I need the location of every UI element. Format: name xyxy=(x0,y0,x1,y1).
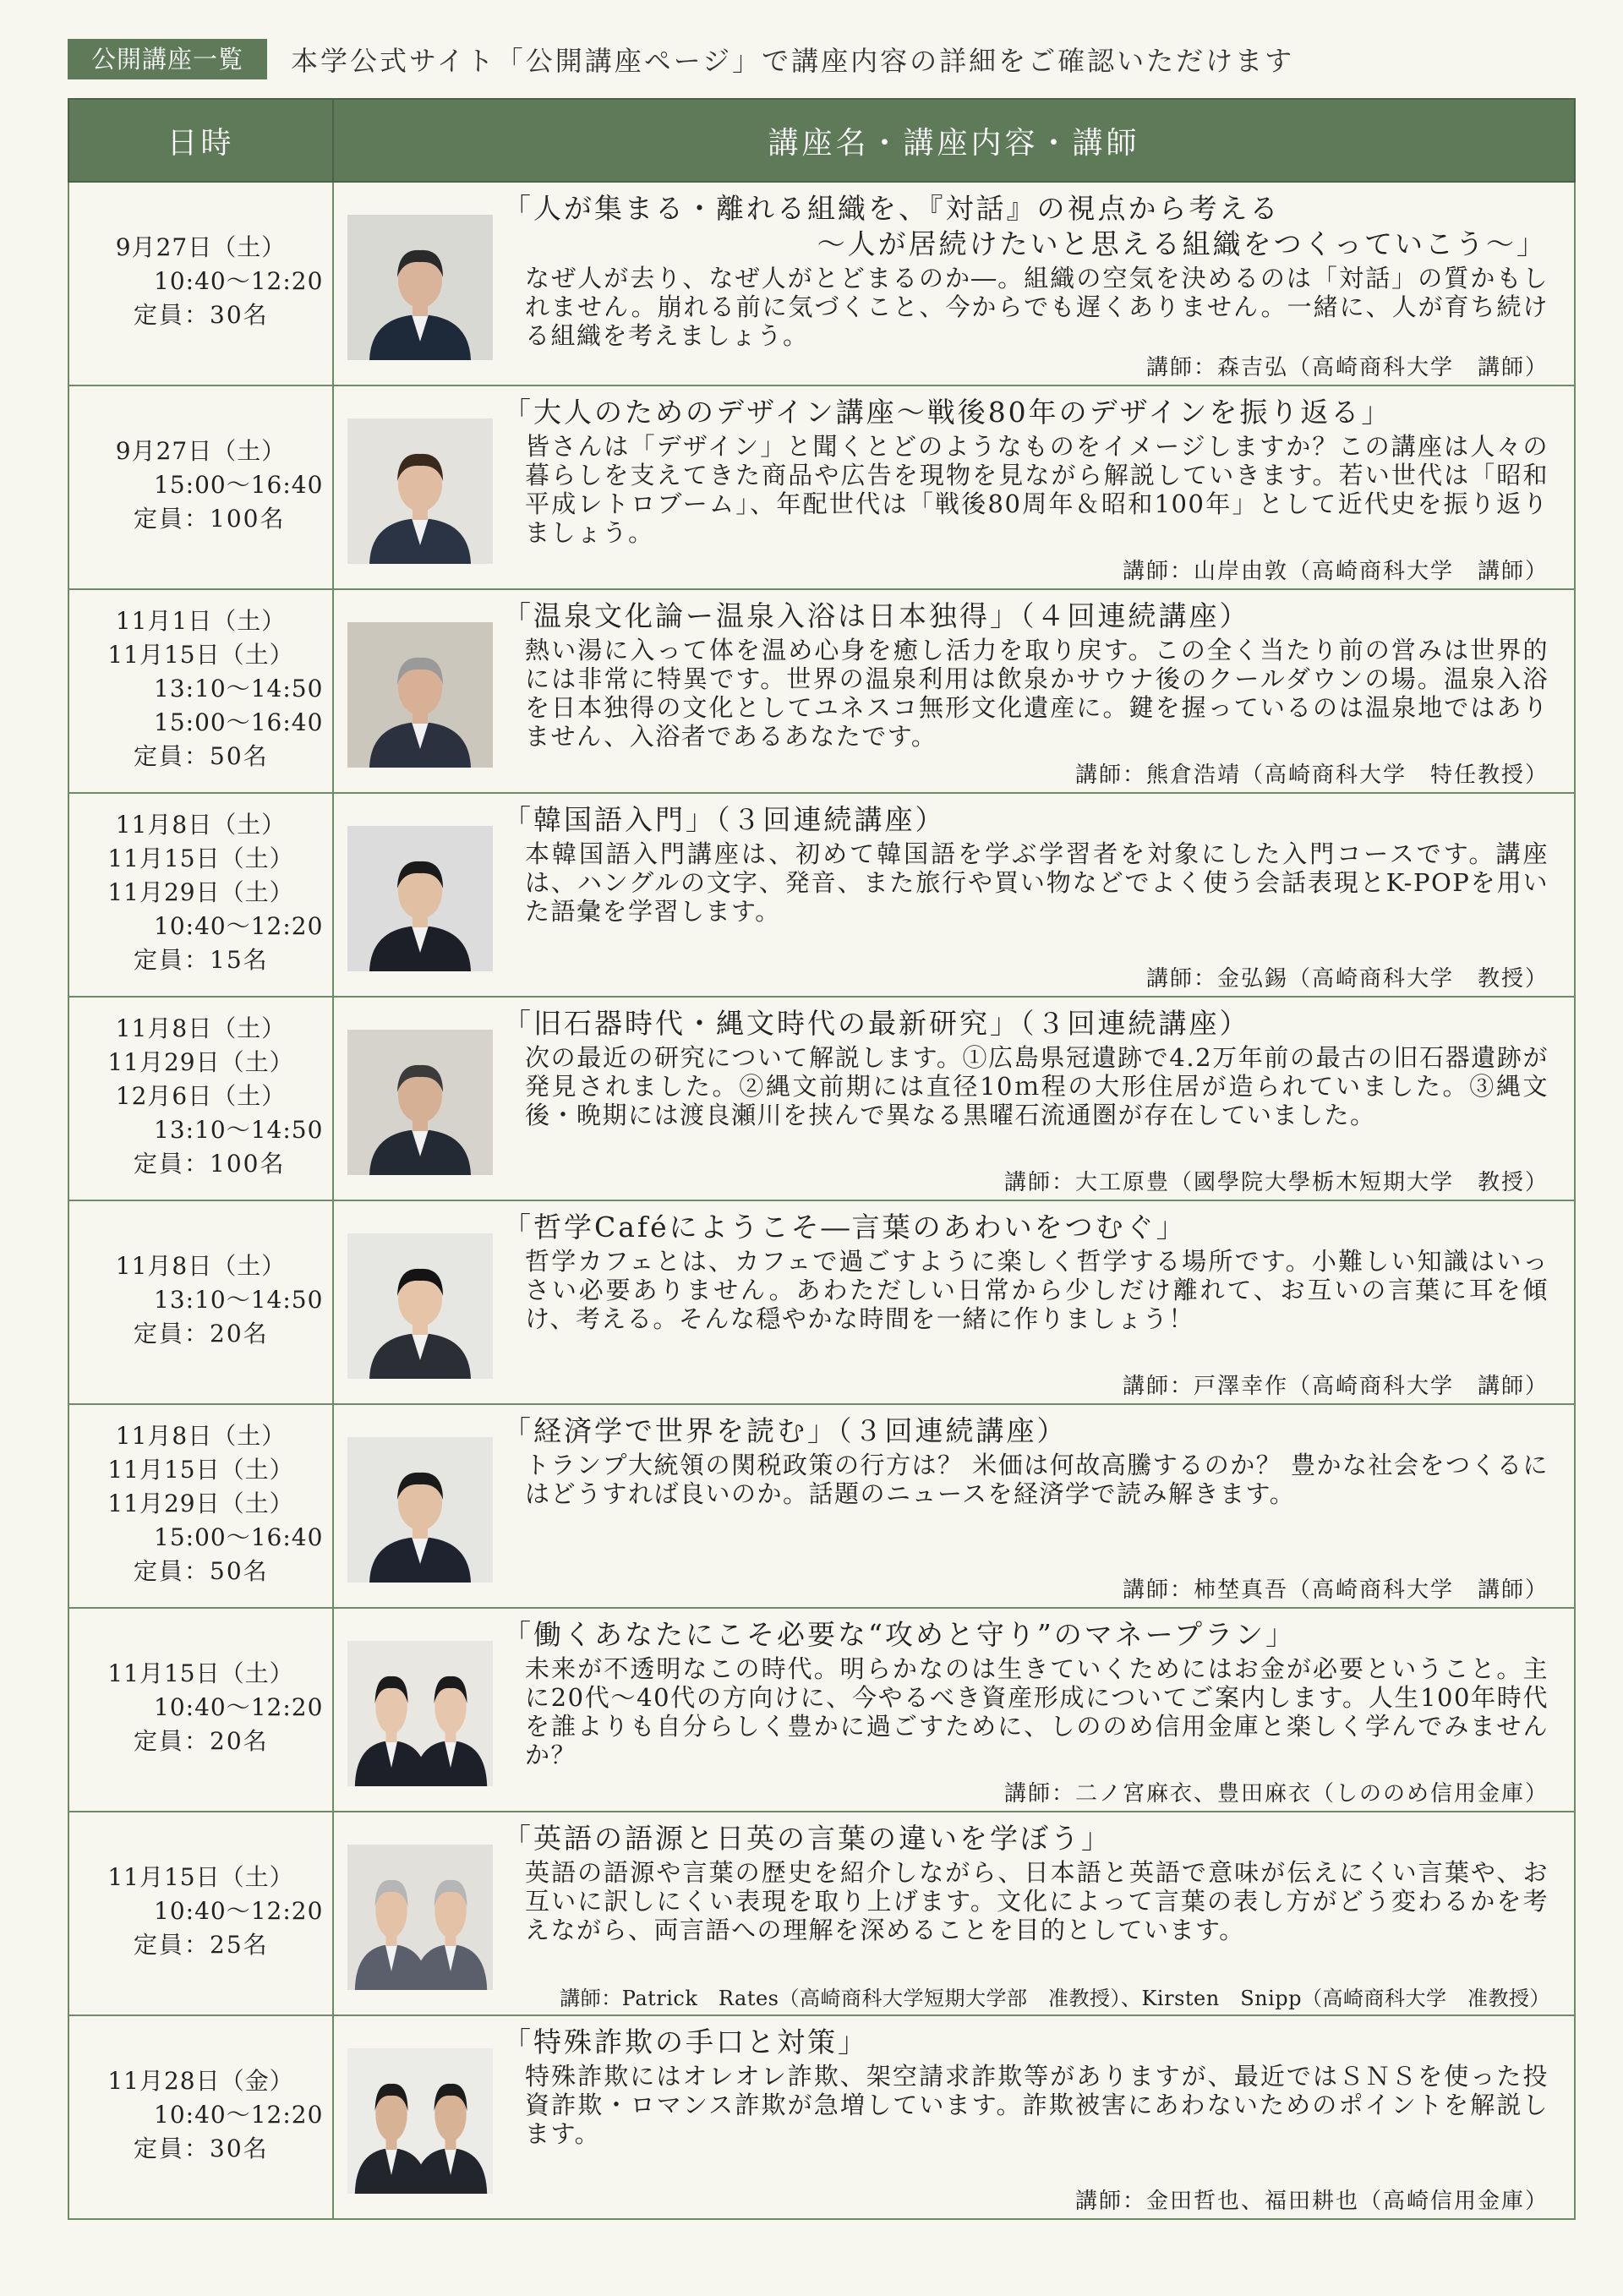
lecturer-photo xyxy=(347,1233,493,1379)
course-table xyxy=(68,98,1576,2220)
course-date: 11月29日（土） xyxy=(107,1489,294,1517)
course-date: 11月15日（土） xyxy=(107,844,294,872)
page-header xyxy=(68,37,1294,81)
course-row xyxy=(68,589,1575,793)
course-schedule xyxy=(68,182,333,385)
course-title xyxy=(503,191,1557,262)
course-time: 15:00〜16:40 xyxy=(154,1522,324,1551)
course-title xyxy=(503,2025,1557,2060)
course-time: 10:40〜12:20 xyxy=(154,266,324,295)
course-lecturer: 講師：森吉弘（高崎商科大学 講師） xyxy=(1145,355,1549,380)
course-capacity: 定員：25名 xyxy=(134,1930,269,1959)
course-lecturer: 講師：柿埜真吾（高崎商科大学 講師） xyxy=(1122,1577,1549,1603)
course-detail xyxy=(333,1812,1575,2015)
course-date: 11月15日（土） xyxy=(107,1862,294,1891)
course-description: 次の最近の研究について解説します。①広島県冠遺跡で4.2万年前の最古の旧石器遺跡が発見されました。②縄文前期には直径10ｍ程の大形住居が造られていました。③縄文後・晩期には渡良瀬川を挟んで異なる黒曜石流通圏が存在していました。 xyxy=(525,1043,1549,1129)
column-header-date: 日時 xyxy=(68,99,333,182)
course-title xyxy=(503,1006,1557,1041)
course-time: 10:40〜12:20 xyxy=(154,911,324,940)
course-title-text: 「経済学で世界を読む」（３回連続講座） xyxy=(503,1414,1068,1447)
section-tag: 公開講座一覧 xyxy=(68,39,267,79)
course-detail xyxy=(333,793,1575,997)
lecturer-photo xyxy=(347,1845,493,1990)
course-time: 10:40〜12:20 xyxy=(154,1692,324,1721)
course-date: 12月6日（土） xyxy=(115,1081,287,1110)
course-description: 熱い湯に入って体を温め心身を癒し活力を取り戻す。この全く当たり前の営みは世界的には非常に特異です。世界の温泉利用は飲泉かサウナ後のクールダウンの場。温泉入浴を日本独得の文化としてユネスコ無形文化遺産に。鍵を握っているのは温泉地ではありません、入浴者であるあなたです。 xyxy=(525,636,1549,751)
course-detail xyxy=(333,385,1575,589)
course-title-text: 「特殊詐欺の手口と対策」 xyxy=(503,2025,868,2058)
course-description: 皆さんは「デザイン」と聞くとどのようなものをイメージしますか？この講座は人々の暮らしを支えてきた商品や広告を現物を見ながら解説していきます。若い世代は「昭和平成レトロブーム」、年配世代は「戦後80周年＆昭和100年」として近代史を振り返りましょう。 xyxy=(525,432,1549,547)
course-lecturer: 講師：金弘錫（高崎商科大学 教授） xyxy=(1145,966,1549,992)
course-date: 11月15日（土） xyxy=(107,1455,294,1484)
course-capacity: 定員：50名 xyxy=(134,741,269,770)
course-time: 13:10〜14:50 xyxy=(154,1115,324,1144)
course-schedule xyxy=(68,793,333,997)
course-title xyxy=(503,1821,1557,1856)
course-row xyxy=(68,997,1575,1200)
course-row xyxy=(68,1812,1575,2015)
course-description: なぜ人が去り、なぜ人がとどまるのか―。組織の空気を決めるのは「対話」の質かもしれません。崩れる前に気づくこと、今からでも遅くありません。一緒に、人が育ち続ける組織を考えましょう。 xyxy=(525,264,1549,350)
course-detail xyxy=(333,1200,1575,1404)
course-schedule xyxy=(68,1404,333,1608)
course-description: 未来が不透明なこの時代。明らかなのは生きていくためにはお金が必要ということ。主に20代〜40代の方向けに、今やるべき資産形成についてご案内します。人生100年時代を誰よりも自分らしく豊かに過ごすために、しののめ信用金庫と楽しく学んでみませんか？ xyxy=(525,1654,1549,1769)
course-title xyxy=(503,802,1557,838)
lecturer-photo xyxy=(347,1641,493,1786)
lecturer-photo xyxy=(347,2048,493,2194)
course-capacity: 定員：100名 xyxy=(134,1149,286,1178)
course-capacity: 定員：30名 xyxy=(134,300,269,329)
course-date: 11月8日（土） xyxy=(115,1251,287,1280)
lecturer-photo xyxy=(347,215,493,360)
course-time: 15:00〜16:40 xyxy=(154,708,324,736)
course-title-text: 「英語の語源と日英の言葉の違いを学ぼう」 xyxy=(503,1822,1112,1855)
course-detail xyxy=(333,182,1575,385)
course-capacity: 定員：20名 xyxy=(134,1319,269,1348)
course-row xyxy=(68,1608,1575,1812)
course-title xyxy=(503,1210,1557,1245)
course-detail xyxy=(333,589,1575,793)
lecturer-photo xyxy=(347,622,493,768)
course-description: 哲学カフェとは、カフェで過ごすように楽しく哲学する場所です。小難しい知識はいっさい必要ありません。あわただしい日常から少しだけ離れて、お互いの言葉に耳を傾け、考える。そんな穏やかな時間を一緒に作りましょう！ xyxy=(525,1247,1549,1333)
course-row xyxy=(68,182,1575,385)
course-time: 13:10〜14:50 xyxy=(154,1285,324,1314)
course-date: 11月15日（土） xyxy=(107,640,294,669)
course-schedule xyxy=(68,1608,333,1812)
course-date: 11月8日（土） xyxy=(115,1014,287,1042)
course-capacity: 定員：20名 xyxy=(134,1726,269,1755)
course-detail xyxy=(333,1404,1575,1608)
course-date: 11月15日（土） xyxy=(107,1659,294,1687)
course-date: 11月29日（土） xyxy=(107,877,294,906)
course-capacity: 定員：100名 xyxy=(134,504,286,533)
course-schedule xyxy=(68,1812,333,2015)
course-description: 英語の語源や言葉の歴史を紹介しながら、日本語と英語で意味が伝えにくい言葉や、お互いに訳しにくい表現を取り上げます。文化によって言葉の表し方がどう変わるかを考えながら、両言語への理解を深めることを目的としています。 xyxy=(525,1858,1549,1944)
course-date: 11月8日（土） xyxy=(115,810,287,839)
course-schedule xyxy=(68,2015,333,2219)
table-header-row xyxy=(68,99,1575,182)
course-time: 15:00〜16:40 xyxy=(154,470,324,499)
lecturer-photo xyxy=(347,826,493,971)
course-title-text: 「働くあなたにこそ必要な“攻めと守り”のマネープラン」 xyxy=(503,1618,1297,1651)
course-title-text: 「大人のためのデザイン講座〜戦後80年のデザインを振り返る」 xyxy=(503,396,1392,429)
course-description: トランプ大統領の関税政策の行方は？ 米価は何故高騰するのか？ 豊かな社会をつくるにはどうすれば良いのか。話題のニュースを経済学で読み解きます。 xyxy=(525,1451,1549,1508)
course-date: 11月8日（土） xyxy=(115,1421,287,1450)
course-title-text: 「旧石器時代・縄文時代の最新研究」（３回連続講座） xyxy=(503,1007,1250,1040)
course-title xyxy=(503,1413,1557,1449)
course-title-text: 「哲学Caféにようこそ―言葉のあわいをつむぐ」 xyxy=(503,1211,1187,1244)
course-time: 10:40〜12:20 xyxy=(154,2100,324,2129)
course-lecturer: 講師：山岸由敦（高崎商科大学 講師） xyxy=(1122,559,1549,584)
course-date: 11月1日（土） xyxy=(115,606,287,635)
course-date: 9月27日（土） xyxy=(115,436,287,465)
course-row xyxy=(68,1200,1575,1404)
course-title xyxy=(503,1617,1557,1653)
course-subtitle: 〜人が居続けたいと思える組織をつくっていこう〜」 xyxy=(817,227,1547,260)
course-date: 9月27日（土） xyxy=(115,232,287,261)
course-description: 本韓国語入門講座は、初めて韓国語を学ぶ学習者を対象にした入門コースです。講座は、ハングルの文字、発音、また旅行や買い物などでよく使う会話表現とK-POPを用いた語彙を学習します。 xyxy=(525,839,1549,926)
course-lecturer: 講師：戸澤幸作（高崎商科大学 講師） xyxy=(1122,1374,1549,1399)
course-row xyxy=(68,2015,1575,2219)
course-description: 特殊詐欺にはオレオレ詐欺、架空請求詐欺等がありますが、最近ではＳＮＳを使った投資詐欺・ロマンス詐欺が急増しています。詐欺被害にあわないためのポイントを解説します。 xyxy=(525,2062,1549,2148)
course-title-text: 「人が集まる・離れる組織を、『対話』の視点から考える xyxy=(503,192,1281,225)
course-detail xyxy=(333,997,1575,1200)
lecturer-photo xyxy=(347,1030,493,1175)
header-note: 本学公式サイト「公開講座ページ」で講座内容の詳細をご確認いただけます xyxy=(291,45,1295,77)
course-title xyxy=(503,395,1557,430)
course-detail xyxy=(333,2015,1575,2219)
course-lecturer: 講師：金田哲也、福田耕也（高崎信用金庫） xyxy=(1074,2189,1549,2214)
course-capacity: 定員：30名 xyxy=(134,2134,269,2162)
course-lecturer: 講師：二ノ宮麻衣、豊田麻衣（しののめ信用金庫） xyxy=(1003,1781,1549,1807)
course-schedule xyxy=(68,1200,333,1404)
course-schedule xyxy=(68,997,333,1200)
course-title-text: 「温泉文化論ー温泉入浴は日本独得」（４回連続講座） xyxy=(503,599,1250,632)
course-date: 11月28日（金） xyxy=(107,2066,294,2095)
course-row xyxy=(68,385,1575,589)
course-lecturer: 講師：大工原豊（國學院大學栃木短期大学 教授） xyxy=(1003,1170,1549,1195)
course-capacity: 定員：15名 xyxy=(134,945,269,974)
course-row xyxy=(68,1404,1575,1608)
course-schedule xyxy=(68,589,333,793)
lecturer-photo xyxy=(347,418,493,564)
course-capacity: 定員：50名 xyxy=(134,1556,269,1585)
course-detail xyxy=(333,1608,1575,1812)
course-row xyxy=(68,793,1575,997)
course-time: 10:40〜12:20 xyxy=(154,1896,324,1925)
course-date: 11月29日（土） xyxy=(107,1047,294,1076)
course-time: 13:10〜14:50 xyxy=(154,674,324,702)
lecturer-photo xyxy=(347,1437,493,1583)
course-lecturer: 講師：熊倉浩靖（高崎商科大学 特任教授） xyxy=(1074,763,1549,788)
course-schedule xyxy=(68,385,333,589)
course-lecturer: 講師：Patrick Rates（高崎商科大学短期大学部 准教授）、Kirsten Snipp（高崎商科大学 准教授） xyxy=(560,1987,1550,2010)
column-header-course: 講座名・講座内容・講師 xyxy=(333,99,1575,182)
course-title-text: 「韓国語入門」（３回連続講座） xyxy=(503,803,946,836)
course-title xyxy=(503,599,1557,634)
